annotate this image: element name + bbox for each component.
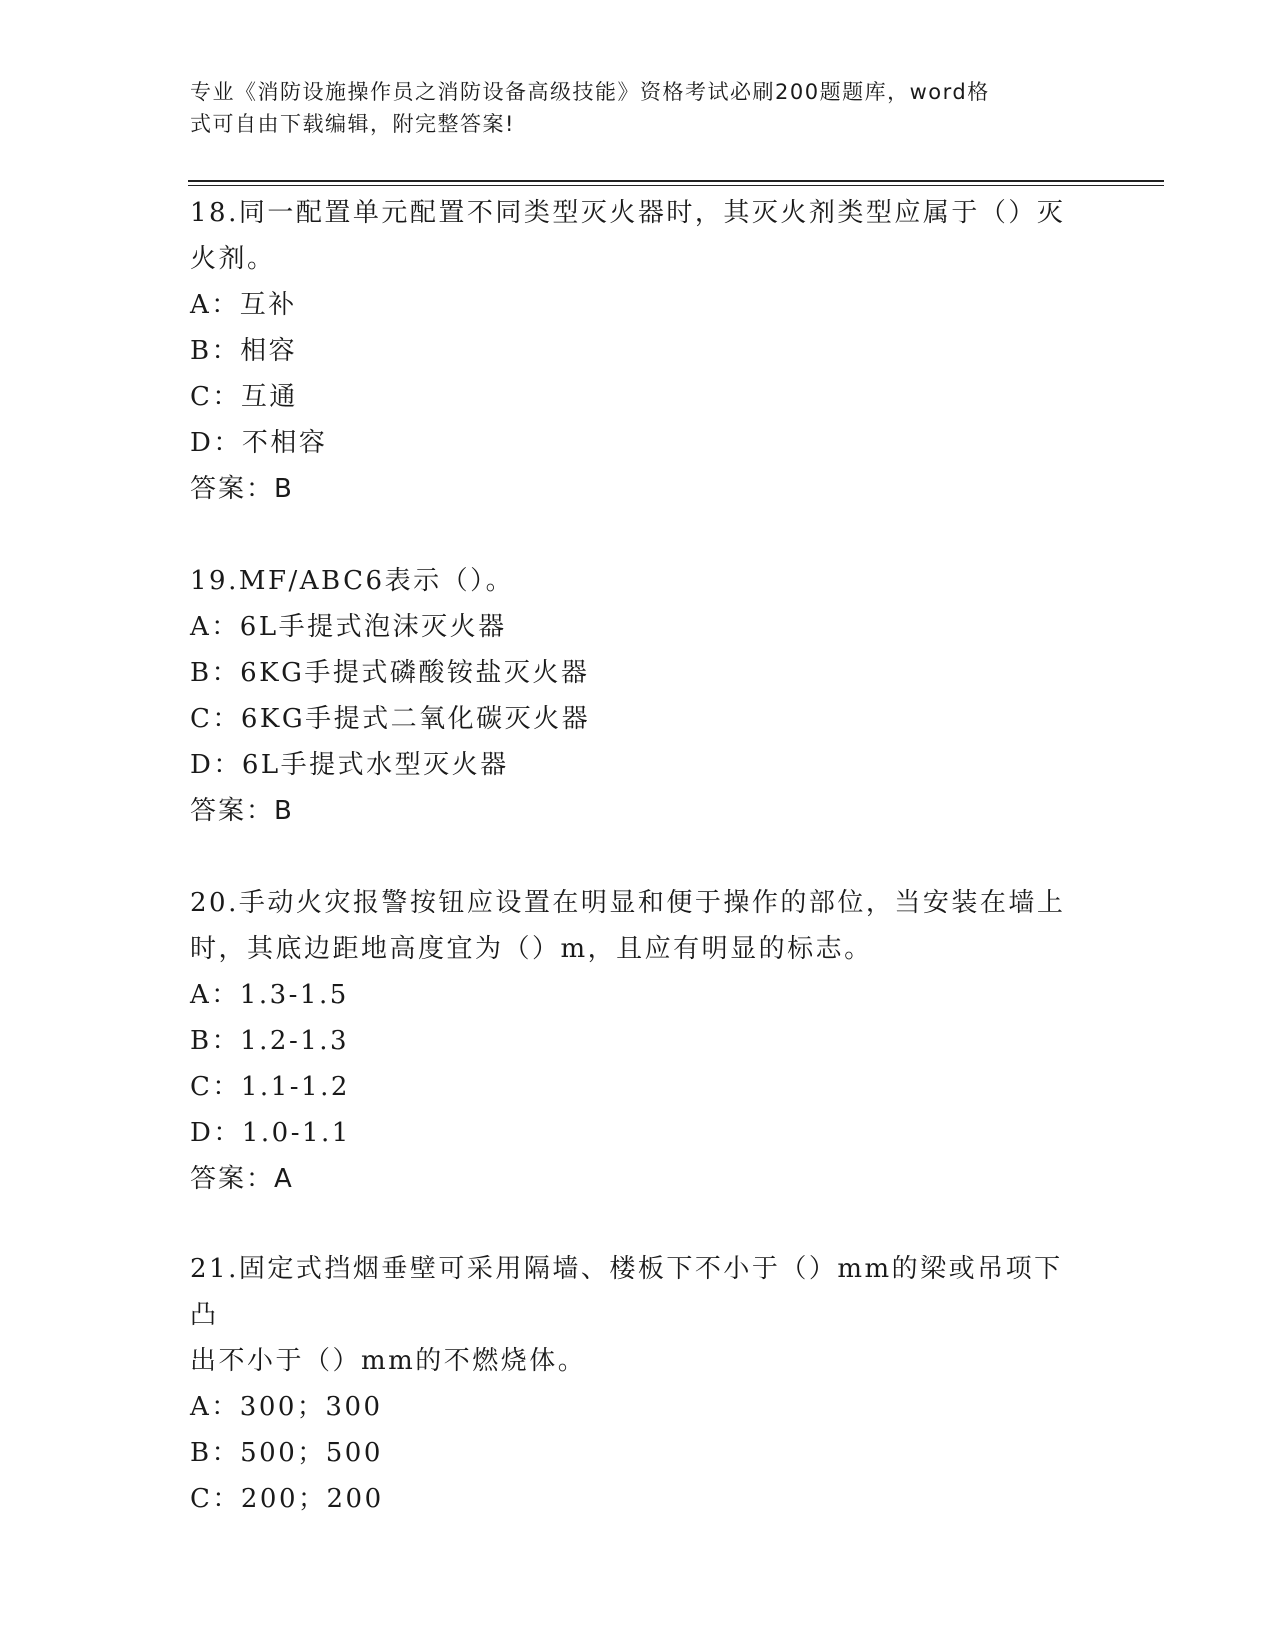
question-text-line: 18.同一配置单元配置不同类型灭火器时，其灭火剂类型应属于（）灭 xyxy=(190,198,1066,228)
answer-line: 答案：B xyxy=(190,796,294,826)
option-c: C：6KG手提式二氧化碳灭火器 xyxy=(190,704,591,734)
option-b: B：6KG手提式磷酸铵盐灭火器 xyxy=(190,658,590,688)
option-b: B：500；500 xyxy=(190,1438,383,1468)
question-20 xyxy=(190,880,1090,1202)
question-text xyxy=(190,558,1090,604)
option-d: D：1.0-1.1 xyxy=(190,1118,351,1148)
option-a: A：300；300 xyxy=(190,1392,383,1422)
answer-line: 答案：B xyxy=(190,474,294,504)
option-b: B：相容 xyxy=(190,336,298,366)
question-text xyxy=(190,880,1090,972)
option-a: A：1.3-1.5 xyxy=(190,980,349,1010)
header-divider-thick xyxy=(188,180,1164,182)
header-line-2: 式可自由下载编辑，附完整答案! xyxy=(190,112,515,136)
option-d: D：不相容 xyxy=(190,428,328,458)
option-a: A：6L手提式泡沫灭火器 xyxy=(190,612,507,642)
option-d: D：6L手提式水型灭火器 xyxy=(190,750,509,780)
question-19 xyxy=(190,558,1090,834)
question-text-line: 出不小于（）mm的不燃烧体。 xyxy=(190,1346,587,1376)
document-header xyxy=(190,76,1090,140)
option-c: C：200；200 xyxy=(190,1484,384,1514)
option-c: C：互通 xyxy=(190,382,298,412)
question-text-line: 19.MF/ABC6表示（）。 xyxy=(190,566,515,596)
answer-line: 答案：A xyxy=(190,1164,294,1194)
header-line-1: 专业《消防设施操作员之消防设备高级技能》资格考试必刷200题题库，word格 xyxy=(190,80,990,104)
question-text-line: 20.手动火灾报警按钮应设置在明显和便于操作的部位，当安装在墙上 xyxy=(190,888,1066,918)
header-divider-thin xyxy=(188,185,1164,186)
question-text xyxy=(190,190,1090,282)
option-c: C：1.1-1.2 xyxy=(190,1072,350,1102)
question-text-line: 21.固定式挡烟垂壁可采用隔墙、楼板下不小于（）mm的梁或吊项下凸 xyxy=(190,1254,1063,1330)
question-text-line: 时，其底边距地高度宜为（）m，且应有明显的标志。 xyxy=(190,934,873,964)
question-text-line: 火剂。 xyxy=(190,244,276,274)
question-21 xyxy=(190,1246,1090,1522)
question-text xyxy=(190,1246,1090,1384)
question-18 xyxy=(190,190,1090,512)
option-a: A：互补 xyxy=(190,290,297,320)
option-b: B：1.2-1.3 xyxy=(190,1026,350,1056)
